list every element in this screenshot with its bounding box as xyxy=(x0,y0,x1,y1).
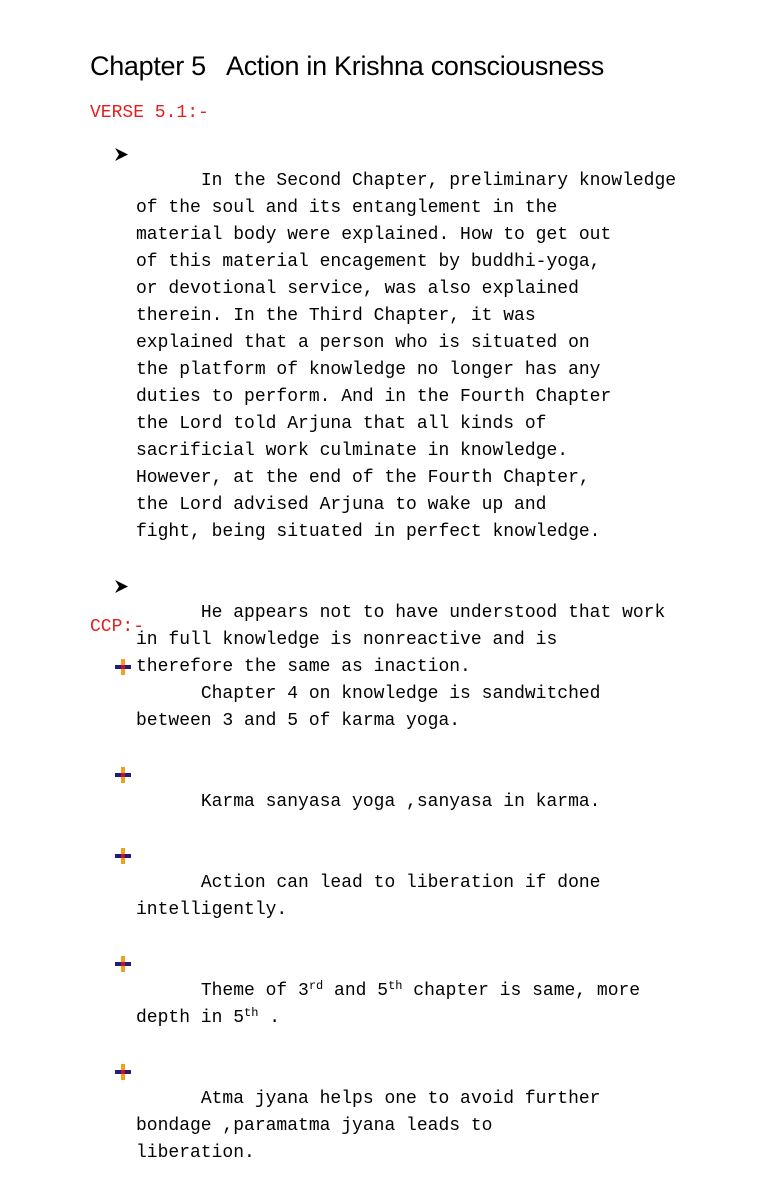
cross-bullet-icon xyxy=(113,846,133,866)
cross-bullet-icon xyxy=(113,954,133,974)
ccp-point-text: Chapter 4 on knowledge is sandwitched between 3 and 5 of karma yoga. xyxy=(136,684,601,731)
list-item xyxy=(0,654,640,762)
list-item xyxy=(0,1059,640,1194)
ccp-bullet-list xyxy=(0,654,640,1194)
list-item xyxy=(0,762,640,843)
list-item xyxy=(0,141,676,573)
page-title: Chapter 5 Action in Krishna consciousness xyxy=(90,51,604,81)
ccp-point-text: Atma jyana helps one to avoid further bondage ,paramatma jyana leads to liberation. xyxy=(136,1089,601,1163)
cross-bullet-icon xyxy=(113,765,133,785)
verse-label: VERSE 5.1:- xyxy=(90,103,209,123)
list-item xyxy=(0,843,640,951)
cross-bullet-icon xyxy=(113,1062,133,1082)
superscript-rd: rd xyxy=(308,979,324,993)
arrow-bullet-icon xyxy=(114,579,129,594)
verse-point-text: He appears not to have understood that work in full knowledge is nonreactive and is therefore the same as inaction. xyxy=(136,603,666,677)
arrow-bullet-icon xyxy=(114,147,129,162)
cross-bullet-icon xyxy=(113,657,133,677)
superscript-th: th xyxy=(388,979,403,993)
ccp-label: CCP:- xyxy=(90,617,145,637)
ccp-point-text: Karma sanyasa yoga ,sanyasa in karma. xyxy=(200,792,601,812)
ccp-point-text: Theme of 3rd and 5th chapter is same, more depth in 5th . xyxy=(136,979,641,1028)
verse-point-text: In the Second Chapter, preliminary knowledge of the soul and its entanglement in the material body were explained. How to get out of this material encagement by buddhi-yoga, or devotional service, was also explained therein. In the Third Chapter, it was explained that a person who is situated on the platform of knowledge no longer has any duties to perform. And in the Fourth Chapter the Lord told Arjuna that all kinds of sacrificial work culminate in knowledge. However, at the end of the Fourth Chapter, the Lord advised Arjuna to wake up and fight, being situated in perfect knowledge. xyxy=(136,171,677,542)
list-item xyxy=(0,951,640,1059)
superscript-th: th xyxy=(244,1006,259,1020)
ccp-point-text: Action can lead to liberation if done intelligently. xyxy=(136,873,601,920)
